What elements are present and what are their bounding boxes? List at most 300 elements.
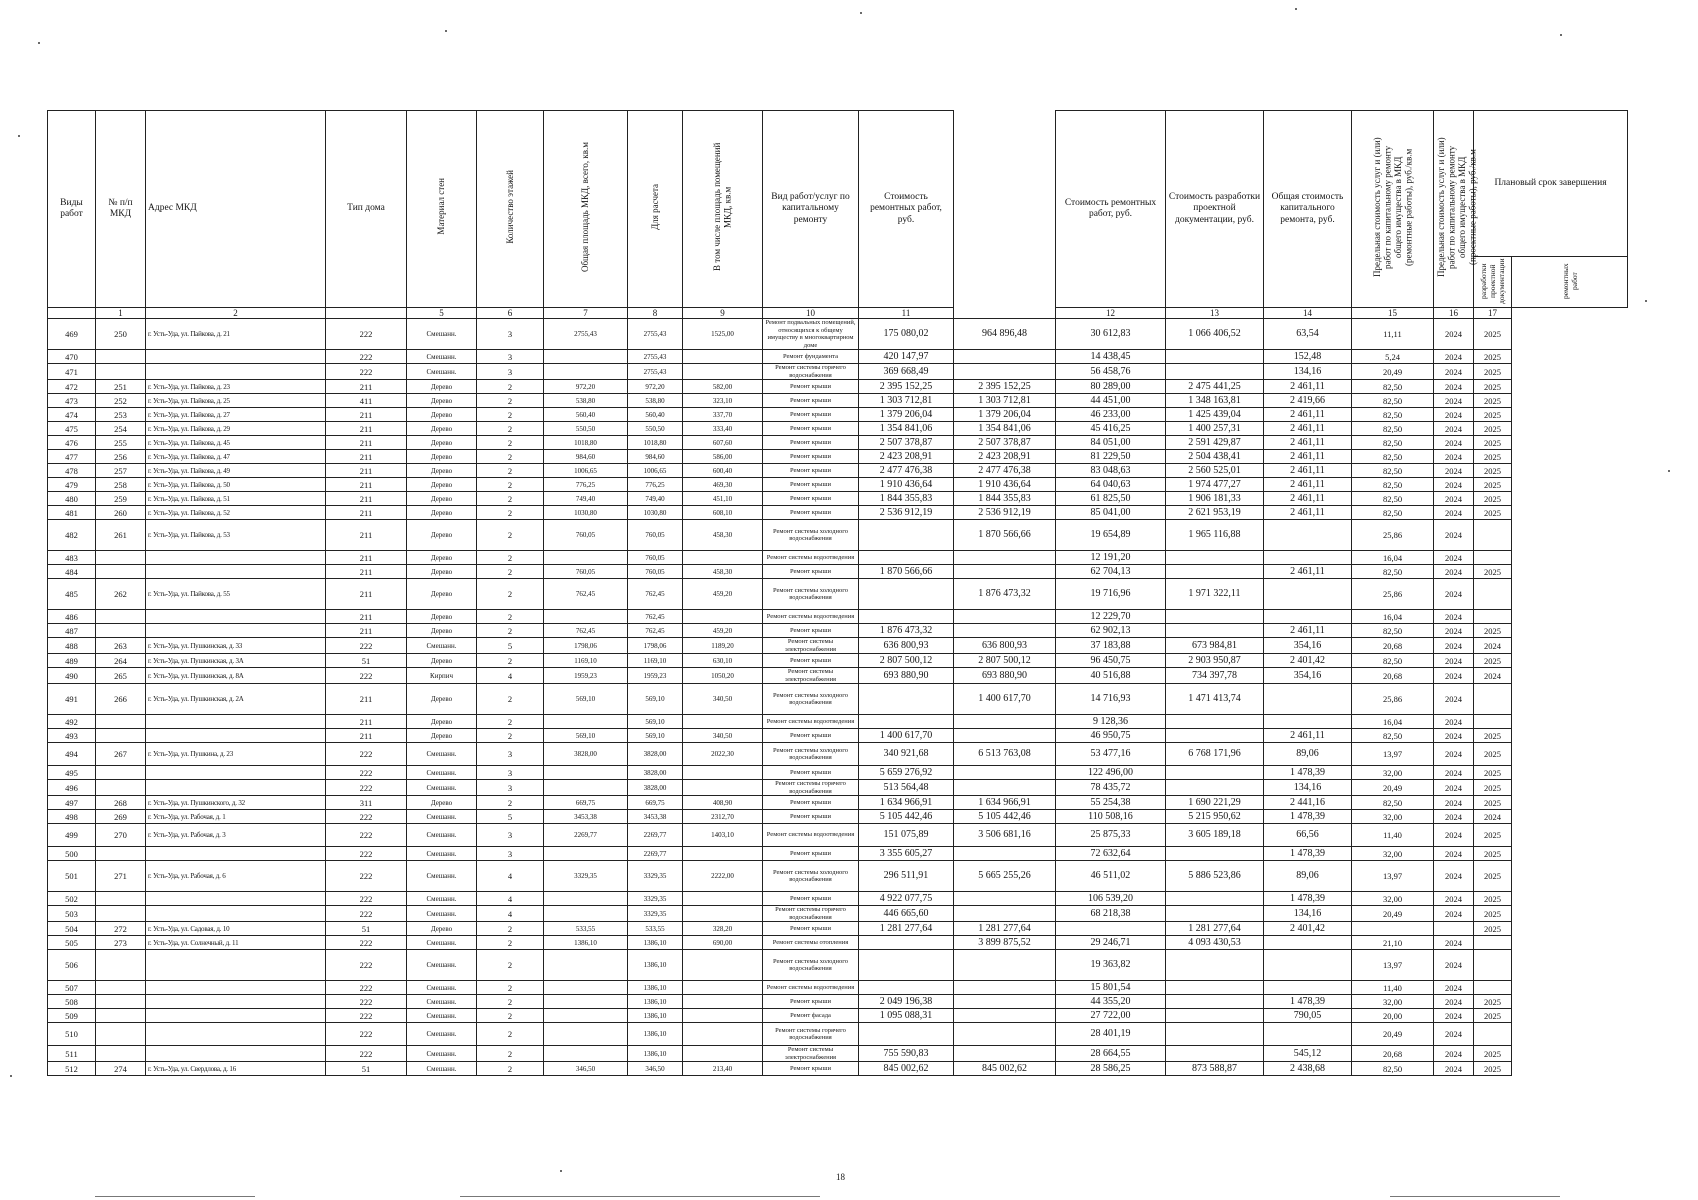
cell-repair-cost: 296 511,91 [859, 861, 954, 892]
cell-house-type: 222 [326, 743, 407, 766]
cell-term-repair: 2025 [1474, 422, 1512, 436]
cell-term-repair [1474, 981, 1512, 995]
cell-design-cost: 83 048,63 [1056, 464, 1166, 478]
cell-repair-cost-total [954, 624, 1056, 638]
column-number: 2 [146, 308, 326, 319]
cell-repair-cost: 1 400 617,70 [859, 729, 954, 743]
cell-floors: 2 [477, 520, 544, 551]
cell-design-cost: 30 612,83 [1056, 319, 1166, 350]
cell-mkd-number: 258 [96, 478, 146, 492]
cell-calc-area: 1386,10 [628, 995, 683, 1009]
cell-term-design: 2024 [1434, 1023, 1474, 1046]
cell-house-type: 211 [326, 464, 407, 478]
table-row [48, 551, 1628, 565]
cell-house-type: 211 [326, 492, 407, 506]
cell-total-area: 762,45 [544, 624, 628, 638]
cell-term-repair [1474, 551, 1512, 565]
cell-term-design: 2024 [1434, 950, 1474, 981]
cell-works-type: 499 [48, 824, 96, 847]
cell-repair-cost-total: 964 896,48 [954, 319, 1056, 350]
cell-limit-repair: 1 478,39 [1264, 810, 1352, 824]
col-total-area [544, 111, 628, 308]
cell-term-design: 2024 [1434, 380, 1474, 394]
cell-works-type: 509 [48, 1009, 96, 1023]
cell-limit-design: 82,50 [1352, 492, 1434, 506]
table-row [48, 422, 1628, 436]
cell-term-repair: 2025 [1474, 492, 1512, 506]
cell-limit-repair: 2 461,11 [1264, 422, 1352, 436]
column-number: 11 [859, 308, 954, 319]
cell-work-kind: Ремонт системы горячего водоснабжения [763, 906, 859, 922]
cell-design-cost: 12 229,70 [1056, 610, 1166, 624]
cell-mkd-number [96, 1046, 146, 1062]
cell-term-repair [1474, 520, 1512, 551]
cell-address: г. Усть-Уда, ул. Рабочая, д. 1 [146, 810, 326, 824]
cell-term-repair: 2025 [1474, 995, 1512, 1009]
cell-total-area: 1798,06 [544, 638, 628, 654]
cell-repair-cost [859, 715, 954, 729]
cell-mkd-number [96, 950, 146, 981]
cell-repair-cost-total [954, 350, 1056, 364]
cell-wall-material: Смешанн. [407, 995, 477, 1009]
cell-address [146, 565, 326, 579]
scan-speck [1295, 8, 1297, 10]
cell-floors: 2 [477, 1062, 544, 1076]
cell-house-type: 211 [326, 408, 407, 422]
cell-mkd-number [96, 1023, 146, 1046]
scan-speck [860, 12, 862, 14]
cell-calc-area: 1386,10 [628, 1009, 683, 1023]
cell-floors: 3 [477, 743, 544, 766]
cell-premises-area: 451,10 [683, 492, 763, 506]
cell-address: г. Усть-Уда, ул. Пайкова, д. 51 [146, 492, 326, 506]
cell-floors: 2 [477, 551, 544, 565]
cell-repair-cost-total: 1 354 841,06 [954, 422, 1056, 436]
scan-speck [445, 30, 447, 32]
cell-term-repair: 2025 [1474, 729, 1512, 743]
cell-wall-material: Дерево [407, 579, 477, 610]
table-row [48, 364, 1628, 380]
cell-term-repair: 2025 [1474, 380, 1512, 394]
table-row [48, 1009, 1628, 1023]
cell-term-design: 2024 [1434, 668, 1474, 684]
scan-speck [10, 1075, 12, 1077]
table-row [48, 492, 1628, 506]
cell-total-area: 984,60 [544, 450, 628, 464]
cell-work-kind: Ремонт системы отопления [763, 936, 859, 950]
col-hidden-b [954, 111, 1056, 308]
cell-calc-area: 749,40 [628, 492, 683, 506]
cell-design-cost: 85 041,00 [1056, 506, 1166, 520]
scan-speck [38, 42, 40, 44]
cell-floors: 2 [477, 565, 544, 579]
cell-work-kind: Ремонт системы электроснабжения [763, 1046, 859, 1062]
cell-total-cost [1166, 610, 1264, 624]
table-row [48, 1062, 1628, 1076]
cell-repair-cost-total [954, 995, 1056, 1009]
cell-mkd-number: 274 [96, 1062, 146, 1076]
cell-term-repair: 2025 [1474, 654, 1512, 668]
cell-wall-material: Смешанн. [407, 350, 477, 364]
cell-repair-cost [859, 551, 954, 565]
cell-house-type: 211 [326, 565, 407, 579]
cell-address [146, 729, 326, 743]
cell-term-repair: 2025 [1474, 565, 1512, 579]
cell-repair-cost-total [954, 766, 1056, 780]
cell-house-type: 211 [326, 422, 407, 436]
cell-floors: 3 [477, 364, 544, 380]
cell-address: г. Усть-Уда, ул. Пайкова, д. 23 [146, 380, 326, 394]
cell-limit-repair: 1 478,39 [1264, 847, 1352, 861]
cell-address: г. Усть-Уда, ул. Рабочая, д. 3 [146, 824, 326, 847]
cell-term-design: 2024 [1434, 654, 1474, 668]
cell-limit-design: 32,00 [1352, 810, 1434, 824]
cell-work-kind: Ремонт системы водоотведения [763, 610, 859, 624]
cell-term-design: 2024 [1434, 906, 1474, 922]
cell-design-cost: 40 516,88 [1056, 668, 1166, 684]
table-row [48, 922, 1628, 936]
cell-total-cost [1166, 729, 1264, 743]
cell-design-cost: 19 716,96 [1056, 579, 1166, 610]
cell-limit-repair: 354,16 [1264, 668, 1352, 684]
cell-total-cost: 1 348 163,81 [1166, 394, 1264, 408]
cell-mkd-number [96, 906, 146, 922]
cell-term-design: 2024 [1434, 436, 1474, 450]
cell-total-cost: 1 974 477,27 [1166, 478, 1264, 492]
cell-total-cost: 673 984,81 [1166, 638, 1264, 654]
cell-total-area [544, 892, 628, 906]
cell-term-repair: 2025 [1474, 796, 1512, 810]
table-row [48, 715, 1628, 729]
cell-repair-cost: 4 922 077,75 [859, 892, 954, 906]
cell-calc-area: 2269,77 [628, 847, 683, 861]
cell-floors: 2 [477, 579, 544, 610]
cell-repair-cost-total [954, 950, 1056, 981]
cell-total-cost [1166, 981, 1264, 995]
cell-works-type: 497 [48, 796, 96, 810]
cell-mkd-number [96, 565, 146, 579]
cell-mkd-number [96, 715, 146, 729]
table-row [48, 436, 1628, 450]
cell-address: г. Усть-Уда, ул. Свердлова, д. 16 [146, 1062, 326, 1076]
column-number: 15 [1352, 308, 1434, 319]
cell-mkd-number: 269 [96, 810, 146, 824]
cell-repair-cost: 1 303 712,81 [859, 394, 954, 408]
cell-house-type: 222 [326, 638, 407, 654]
cell-works-type: 493 [48, 729, 96, 743]
cell-term-design: 2024 [1434, 995, 1474, 1009]
cell-repair-cost-total: 845 002,62 [954, 1062, 1056, 1076]
cell-repair-cost-total: 1 379 206,04 [954, 408, 1056, 422]
col-address: Адрес МКД [146, 111, 326, 308]
cell-works-type: 510 [48, 1023, 96, 1046]
cell-works-type: 477 [48, 450, 96, 464]
cell-repair-cost-total: 2 477 476,38 [954, 464, 1056, 478]
cell-calc-area: 3329,35 [628, 861, 683, 892]
cell-term-design: 2024 [1434, 796, 1474, 810]
cell-house-type: 211 [326, 684, 407, 715]
table-row [48, 1046, 1628, 1062]
cell-house-type: 222 [326, 1023, 407, 1046]
cell-repair-cost-total: 1 634 966,91 [954, 796, 1056, 810]
cell-premises-area [683, 950, 763, 981]
cell-house-type: 211 [326, 450, 407, 464]
cell-limit-repair: 2 461,11 [1264, 436, 1352, 450]
cell-repair-cost-total [954, 906, 1056, 922]
table-row [48, 394, 1628, 408]
cell-limit-design: 20,49 [1352, 780, 1434, 796]
cell-repair-cost: 1 354 841,06 [859, 422, 954, 436]
cell-calc-area: 1386,10 [628, 981, 683, 995]
cell-works-type: 494 [48, 743, 96, 766]
cell-repair-cost-total: 1 400 617,70 [954, 684, 1056, 715]
cell-repair-cost: 1 095 088,31 [859, 1009, 954, 1023]
scan-speck [18, 135, 20, 137]
cell-limit-repair: 2 461,11 [1264, 506, 1352, 520]
scan-speck [1668, 470, 1670, 472]
cell-premises-area [683, 364, 763, 380]
cell-premises-area [683, 892, 763, 906]
cell-mkd-number: 270 [96, 824, 146, 847]
cell-floors: 4 [477, 906, 544, 922]
cell-limit-design: 20,49 [1352, 364, 1434, 380]
cell-total-area: 669,75 [544, 796, 628, 810]
cell-term-design: 2024 [1434, 464, 1474, 478]
cell-address [146, 624, 326, 638]
cell-address [146, 906, 326, 922]
cell-works-type: 476 [48, 436, 96, 450]
cell-calc-area: 3329,35 [628, 892, 683, 906]
cell-premises-area [683, 847, 763, 861]
cell-total-cost: 1 971 322,11 [1166, 579, 1264, 610]
cell-premises-area: 630,10 [683, 654, 763, 668]
cell-total-area: 533,55 [544, 922, 628, 936]
cell-house-type: 222 [326, 824, 407, 847]
cell-design-cost: 62 704,13 [1056, 565, 1166, 579]
col-planned-repair-label: ремонтных работ [1560, 263, 1579, 299]
cell-limit-repair [1264, 551, 1352, 565]
cell-mkd-number [96, 780, 146, 796]
cell-repair-cost-total: 2 807 500,12 [954, 654, 1056, 668]
cell-calc-area: 550,50 [628, 422, 683, 436]
cell-calc-area: 760,05 [628, 520, 683, 551]
cell-repair-cost [859, 981, 954, 995]
cell-total-area [544, 551, 628, 565]
cell-wall-material: Дерево [407, 464, 477, 478]
cell-calc-area: 2755,43 [628, 350, 683, 364]
table-row [48, 981, 1628, 995]
cell-works-type: 490 [48, 668, 96, 684]
cell-repair-cost-total: 1 303 712,81 [954, 394, 1056, 408]
cell-address [146, 950, 326, 981]
cell-calc-area: 3453,38 [628, 810, 683, 824]
cell-design-cost: 15 801,54 [1056, 981, 1166, 995]
col-total-cost: Общая стоимость капитального ремонта, руб. [1264, 111, 1352, 308]
cell-premises-area [683, 1009, 763, 1023]
cell-limit-repair: 1 478,39 [1264, 766, 1352, 780]
cell-floors: 2 [477, 506, 544, 520]
cell-work-kind: Ремонт системы водоотведения [763, 715, 859, 729]
cell-house-type: 211 [326, 624, 407, 638]
cell-term-design: 2024 [1434, 492, 1474, 506]
cell-house-type: 51 [326, 654, 407, 668]
cell-repair-cost: 446 665,60 [859, 906, 954, 922]
cell-calc-area: 3828,00 [628, 766, 683, 780]
cell-wall-material: Смешанн. [407, 1009, 477, 1023]
cell-works-type: 479 [48, 478, 96, 492]
cell-total-cost: 1 471 413,74 [1166, 684, 1264, 715]
cell-mkd-number: 273 [96, 936, 146, 950]
cell-repair-cost [859, 1023, 954, 1046]
cell-address: г. Усть-Уда, ул. Пайкова, д. 47 [146, 450, 326, 464]
cell-work-kind: Ремонт системы горячего водоснабжения [763, 780, 859, 796]
cell-address [146, 364, 326, 380]
cell-repair-cost-total [954, 610, 1056, 624]
cell-term-design: 2024 [1434, 579, 1474, 610]
cell-total-area: 749,40 [544, 492, 628, 506]
cell-premises-area: 607,60 [683, 436, 763, 450]
cell-term-design: 2024 [1434, 551, 1474, 565]
cell-floors: 2 [477, 478, 544, 492]
cell-total-cost: 2 475 441,25 [1166, 380, 1264, 394]
cell-mkd-number [96, 350, 146, 364]
cell-works-type: 481 [48, 506, 96, 520]
cell-premises-area: 459,20 [683, 624, 763, 638]
cell-total-area: 569,10 [544, 729, 628, 743]
cell-premises-area: 337,70 [683, 408, 763, 422]
cell-term-design: 2024 [1434, 394, 1474, 408]
cell-work-kind: Ремонт крыши [763, 796, 859, 810]
cell-address [146, 892, 326, 906]
cell-repair-cost: 2 807 500,12 [859, 654, 954, 668]
cell-term-repair [1474, 579, 1512, 610]
scan-speck [1560, 34, 1562, 36]
cell-term-repair: 2025 [1474, 478, 1512, 492]
column-numbers-row [48, 308, 1628, 319]
cell-repair-cost-total: 1 876 473,32 [954, 579, 1056, 610]
cell-address [146, 1023, 326, 1046]
cell-wall-material: Смешанн. [407, 892, 477, 906]
cell-design-cost: 72 632,64 [1056, 847, 1166, 861]
cell-mkd-number [96, 1009, 146, 1023]
cell-premises-area: 408,90 [683, 796, 763, 810]
cell-calc-area: 569,10 [628, 729, 683, 743]
cell-mkd-number: 266 [96, 684, 146, 715]
cell-repair-cost: 2 423 208,91 [859, 450, 954, 464]
cell-works-type: 470 [48, 350, 96, 364]
column-number: 8 [628, 308, 683, 319]
cell-works-type: 469 [48, 319, 96, 350]
table-row [48, 780, 1628, 796]
table-row [48, 408, 1628, 422]
cell-term-design: 2024 [1434, 981, 1474, 995]
cell-total-area [544, 350, 628, 364]
cell-wall-material: Дерево [407, 436, 477, 450]
cell-repair-cost-total [954, 364, 1056, 380]
cell-works-type: 506 [48, 950, 96, 981]
cell-term-repair: 2025 [1474, 450, 1512, 464]
cell-mkd-number [96, 364, 146, 380]
scan-edge-line [1390, 1196, 1560, 1197]
cell-repair-cost: 693 880,90 [859, 668, 954, 684]
cell-term-repair: 2025 [1474, 364, 1512, 380]
cell-mkd-number [96, 847, 146, 861]
cell-wall-material: Смешанн. [407, 1062, 477, 1076]
cell-design-cost: 110 508,16 [1056, 810, 1166, 824]
col-planned-term: Плановый срок завершения [1474, 111, 1628, 257]
cell-house-type: 211 [326, 729, 407, 743]
cell-address [146, 1046, 326, 1062]
cell-total-area [544, 1009, 628, 1023]
cell-work-kind: Ремонт крыши [763, 892, 859, 906]
cell-works-type: 474 [48, 408, 96, 422]
cell-term-design: 2024 [1434, 565, 1474, 579]
col-wall-material [407, 111, 477, 308]
cell-total-cost [1166, 780, 1264, 796]
cell-repair-cost-total: 693 880,90 [954, 668, 1056, 684]
cell-limit-design: 82,50 [1352, 654, 1434, 668]
cell-total-area: 550,50 [544, 422, 628, 436]
scan-edge-line [460, 1196, 820, 1197]
cell-limit-design: 82,50 [1352, 394, 1434, 408]
cell-term-repair [1474, 950, 1512, 981]
cell-calc-area: 3329,35 [628, 906, 683, 922]
cell-limit-repair: 2 401,42 [1264, 922, 1352, 936]
cell-total-cost: 2 621 953,19 [1166, 506, 1264, 520]
cell-total-cost: 5 886 523,86 [1166, 861, 1264, 892]
cell-term-repair: 2025 [1474, 743, 1512, 766]
cell-limit-repair: 89,06 [1264, 861, 1352, 892]
cell-limit-design: 25,86 [1352, 684, 1434, 715]
cell-floors: 2 [477, 950, 544, 981]
cell-limit-design: 13,97 [1352, 861, 1434, 892]
cell-work-kind: Ремонт системы электроснабжения [763, 668, 859, 684]
cell-design-cost: 28 586,25 [1056, 1062, 1166, 1076]
cell-wall-material: Дерево [407, 715, 477, 729]
cell-limit-repair: 2 461,11 [1264, 565, 1352, 579]
cell-design-cost: 37 183,88 [1056, 638, 1166, 654]
cell-limit-design: 20,00 [1352, 1009, 1434, 1023]
cell-calc-area: 1386,10 [628, 950, 683, 981]
cell-repair-cost-total: 1 844 355,83 [954, 492, 1056, 506]
header-row [48, 111, 1628, 257]
cell-limit-design: 11,40 [1352, 981, 1434, 995]
cell-limit-repair: 2 461,11 [1264, 624, 1352, 638]
cell-house-type: 211 [326, 436, 407, 450]
cell-total-cost: 873 588,87 [1166, 1062, 1264, 1076]
cell-design-cost: 19 363,82 [1056, 950, 1166, 981]
col-repair-cost-total: Стоимость ремонтных работ, руб. [1056, 111, 1166, 308]
cell-total-cost [1166, 1046, 1264, 1062]
cell-total-cost: 2 560 525,01 [1166, 464, 1264, 478]
cell-mkd-number [96, 610, 146, 624]
cell-term-design: 2024 [1434, 422, 1474, 436]
cell-limit-repair: 2 461,11 [1264, 478, 1352, 492]
cell-work-kind: Ремонт системы горячего водоснабжения [763, 364, 859, 380]
cell-works-type: 501 [48, 861, 96, 892]
cell-repair-cost: 369 668,49 [859, 364, 954, 380]
cell-wall-material: Смешанн. [407, 810, 477, 824]
cell-limit-repair: 2 461,11 [1264, 464, 1352, 478]
cell-limit-design: 82,50 [1352, 1062, 1434, 1076]
col-works-type: Виды работ [48, 111, 96, 308]
cell-floors: 2 [477, 729, 544, 743]
cell-repair-cost: 2 395 152,25 [859, 380, 954, 394]
cell-work-kind: Ремонт крыши [763, 492, 859, 506]
cell-limit-repair: 1 478,39 [1264, 892, 1352, 906]
cell-work-kind: Ремонт крыши [763, 847, 859, 861]
cell-term-repair [1474, 684, 1512, 715]
